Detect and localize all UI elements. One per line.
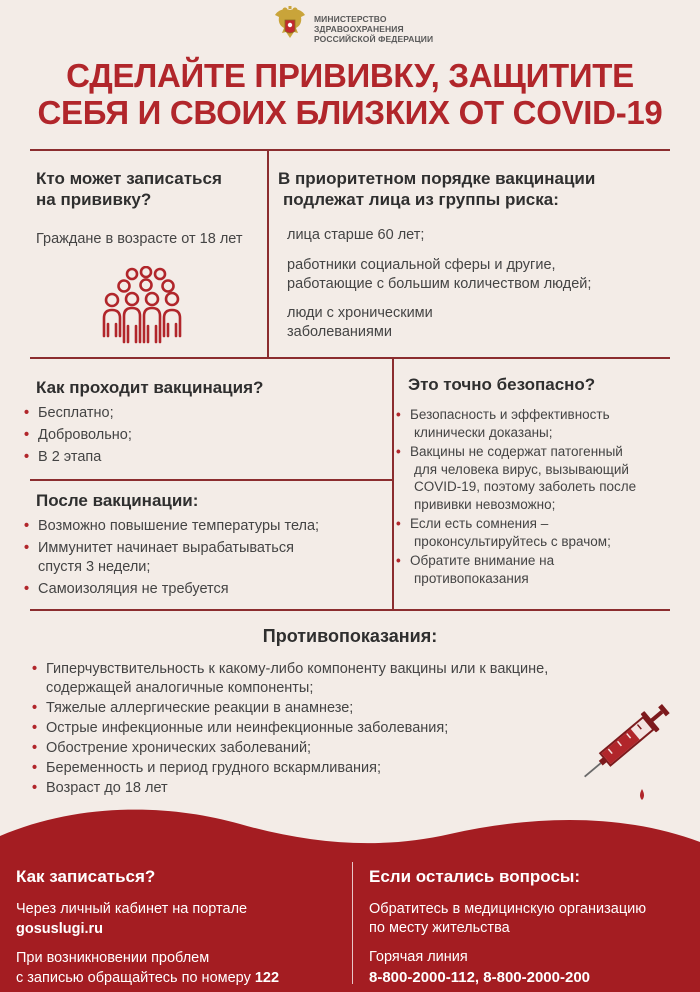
priority-heading <box>278 168 678 210</box>
heading-line: Кто может записаться <box>36 169 222 188</box>
list-item-line: заболеваниями <box>287 324 392 340</box>
contra-list <box>32 660 672 798</box>
list-item-line: • Обратите внимание на <box>410 553 555 568</box>
list-item-line: COVID-19, поэтому заболеть после <box>414 479 637 494</box>
signup-text: Через личный кабинет на портале <box>16 901 248 917</box>
list-item <box>24 539 390 577</box>
syringe-icon <box>580 692 672 802</box>
list-item-line: содержащей аналогичные компоненты; <box>46 680 314 696</box>
divider-top <box>30 149 670 151</box>
list-item-line: проконсультируйтесь с врачом; <box>414 533 611 549</box>
contra-heading: Противопоказания: <box>262 626 438 646</box>
how-heading: Как проходит вакцинация? <box>36 378 264 397</box>
list-item <box>396 515 696 550</box>
list-item: • Возраст до 18 лет <box>32 779 672 798</box>
title-line: СЕБЯ И СВОИХ БЛИЗКИХ ОТ COVID-19 <box>37 94 663 131</box>
safe-heading: Это точно безопасно? <box>408 375 596 394</box>
list-item-line: • Гиперчувствительность к какому-либо компоненту вакцины или к вакцине, <box>46 661 549 677</box>
ministry-logo <box>272 6 442 50</box>
problem-text: При возникновении проблем <box>16 950 210 966</box>
divider-middle <box>30 357 670 359</box>
list-item-line: работники социальной сферы и другие, <box>287 257 556 273</box>
questions-heading: Если остались вопросы: <box>369 867 581 886</box>
support-number[interactable]: 122 <box>254 970 280 986</box>
signup-section <box>16 866 346 988</box>
page-title <box>0 57 700 131</box>
after-heading: После вакцинации: <box>36 491 199 510</box>
heading-line: подлежат лица из группы риска: <box>283 190 559 209</box>
divider-vertical-middle <box>392 358 394 610</box>
ministry-line: РОССИЙСКОЙ ФЕДЕРАЦИИ <box>314 34 434 44</box>
list-item: • Добровольно; <box>24 426 384 445</box>
divider-vertical-top <box>267 150 269 358</box>
list-item: • Бесплатно; <box>24 404 384 423</box>
list-item-line: клинически доказаны; <box>414 424 553 440</box>
list-item-line: • Безопасность и эффективность <box>410 407 610 422</box>
heading-line: на прививку? <box>36 190 152 209</box>
list-item <box>396 552 696 587</box>
list-item <box>287 304 687 342</box>
signup-heading: Как записаться? <box>16 867 156 886</box>
list-item-line: для человека вирус, вызывающий <box>414 461 629 477</box>
list-item: • Возможно повышение температуры тела; <box>24 517 390 536</box>
coat-of-arms-icon <box>272 6 308 46</box>
list-item-line: работающие с большим количеством людей; <box>287 276 592 292</box>
questions-section <box>369 866 694 987</box>
list-item: • Обострение хронических заболеваний; <box>32 739 672 758</box>
problem-text-line <box>16 969 346 988</box>
list-item: • В 2 этапа <box>24 448 384 467</box>
gosuslugi-link[interactable]: gosuslugi.ru <box>16 921 103 937</box>
divider-left-middle <box>30 479 392 481</box>
list-item <box>396 443 696 513</box>
who-text: Граждане в возрасте от 18 лет <box>36 231 243 247</box>
list-item-line: люди с хроническими <box>287 305 433 321</box>
safe-list <box>396 406 696 587</box>
list-item-line: спустя 3 недели; <box>38 559 151 575</box>
heading-line: В приоритетном порядке вакцинации <box>278 169 596 188</box>
list-item: • Самоизоляция не требуется <box>24 580 390 599</box>
hotline-label: Горячая линия <box>369 949 468 965</box>
list-item-line: противопоказания <box>414 570 529 586</box>
list-item: • Беременность и период грудного вскармливания; <box>32 759 672 778</box>
questions-text: Обратитесь в медицинскую организацию <box>369 901 647 917</box>
list-item <box>32 660 672 698</box>
list-item-line: • Вакцины не содержат патогенный <box>410 444 623 459</box>
ministry-line: ЗДРАВООХРАНЕНИЯ <box>314 24 404 34</box>
list-item-line: • Если есть сомнения – <box>410 516 549 531</box>
list-item <box>287 256 687 294</box>
hotline-phones[interactable]: 8-800-2000-112, 8-800-2000-200 <box>369 969 591 986</box>
priority-list <box>287 226 687 342</box>
how-list <box>24 404 384 467</box>
list-item: • Тяжелые аллергические реакции в анамнезе; <box>32 699 672 718</box>
ministry-name <box>314 14 433 44</box>
list-item-line: • Иммунитет начинает вырабатываться <box>38 540 294 556</box>
people-group-icon <box>102 266 190 346</box>
problem-text-prefix: с записью обращайтесь по номеру <box>16 970 255 986</box>
footer-divider <box>352 862 353 984</box>
after-list <box>24 517 390 599</box>
ministry-line: МИНИСТЕРСТВО <box>314 14 387 24</box>
title-line: СДЕЛАЙТЕ ПРИВИВКУ, ЗАЩИТИТЕ <box>66 57 634 94</box>
list-item <box>396 406 696 441</box>
who-heading <box>36 168 266 210</box>
divider-bottom <box>30 609 670 611</box>
list-item: лица старше 60 лет; <box>287 227 425 243</box>
list-item-line: прививки невозможно; <box>414 496 556 512</box>
questions-text-line: по месту жительства <box>369 920 510 936</box>
list-item: • Острые инфекционные или неинфекционные заболевания; <box>32 719 672 738</box>
